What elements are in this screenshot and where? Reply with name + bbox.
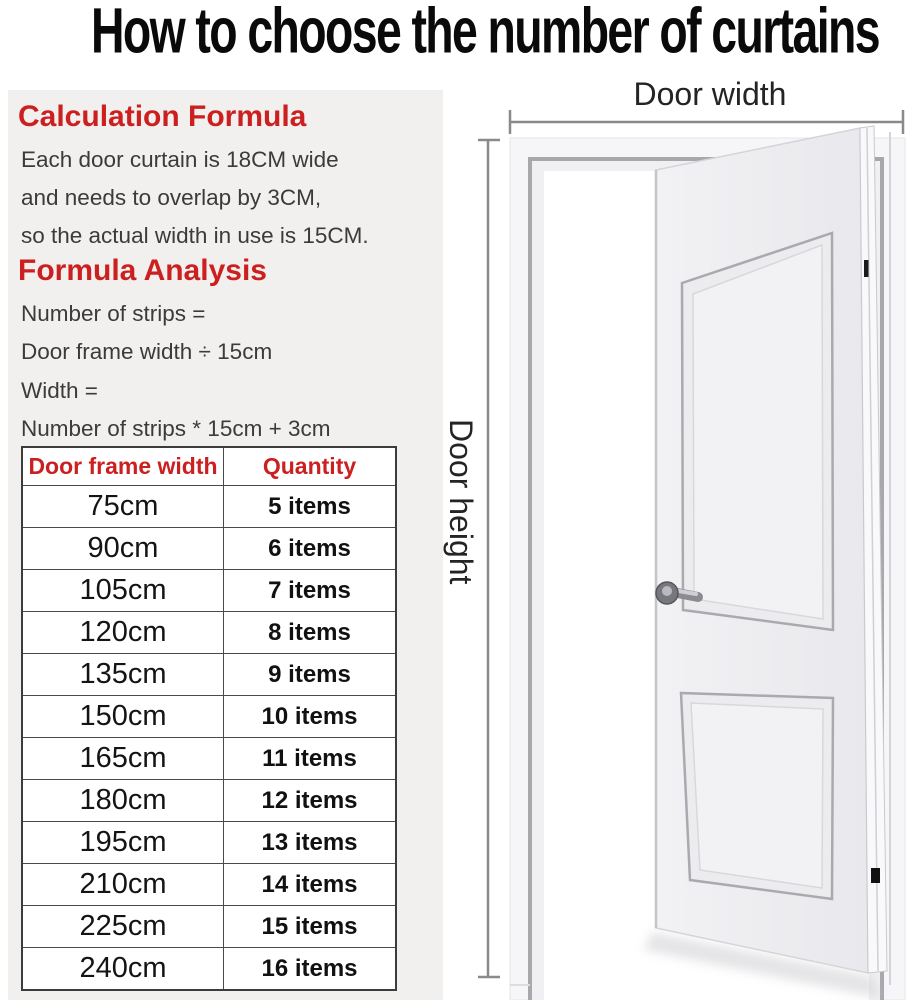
formula-line: and needs to overlap by 3CM,: [21, 185, 322, 210]
door-frame-width-cell: 195cm: [22, 822, 224, 864]
door-width-label: Door width: [633, 76, 787, 112]
quantity-cell: 14 items: [224, 864, 397, 906]
door-lock-icon: [871, 868, 880, 883]
hinge-icon: [864, 260, 869, 277]
quantity-cell: 9 items: [224, 654, 397, 696]
info-panel: [8, 90, 443, 1000]
door-upper-panel: [682, 233, 833, 630]
door-frame-width-cell: 180cm: [22, 780, 224, 822]
width-dimension-line: [510, 110, 903, 134]
formula-line: Each door curtain is 18CM wide: [21, 147, 339, 172]
quantity-cell: 10 items: [224, 696, 397, 738]
calculation-formula-heading: Calculation Formula: [18, 100, 307, 133]
door-lower-panel: [681, 693, 833, 899]
door-frame-width-cell: 75cm: [22, 486, 224, 528]
formula-analysis-heading: Formula Analysis: [18, 254, 267, 287]
table-header-row: [22, 447, 396, 486]
table-row: [22, 738, 396, 780]
table-row: [22, 780, 396, 822]
quantity-cell: 8 items: [224, 612, 397, 654]
table-row: [22, 696, 396, 738]
quantity-cell: 12 items: [224, 780, 397, 822]
door-frame-width-cell: 225cm: [22, 906, 224, 948]
table-row: [22, 570, 396, 612]
height-dimension-line: [478, 140, 500, 977]
analysis-line: Door frame width ÷ 15cm: [21, 339, 273, 364]
table-row: [22, 906, 396, 948]
door-height-label: Door height: [443, 419, 479, 585]
door-slab: [656, 126, 887, 973]
quantity-cell: 6 items: [224, 528, 397, 570]
formula-line: so the actual width in use is 15CM.: [21, 223, 369, 248]
table-row: [22, 486, 396, 528]
door-frame-width-cell: 90cm: [22, 528, 224, 570]
door-frame-width-cell: 210cm: [22, 864, 224, 906]
col-header-door-frame-width: Door frame width: [22, 447, 224, 486]
curtain-table-body: [22, 486, 396, 991]
quantity-cell: 7 items: [224, 570, 397, 612]
door-frame-width-cell: 105cm: [22, 570, 224, 612]
table-row: [22, 654, 396, 696]
table-row: [22, 822, 396, 864]
curtain-quantity-table: [21, 446, 397, 991]
door-illustration: [440, 70, 910, 1000]
quantity-cell: 11 items: [224, 738, 397, 780]
quantity-cell: 16 items: [224, 948, 397, 991]
door-diagram: [440, 70, 910, 1000]
analysis-line: Number of strips * 15cm + 3cm: [21, 416, 331, 441]
quantity-cell: 13 items: [224, 822, 397, 864]
door-frame-width-cell: 150cm: [22, 696, 224, 738]
door-frame-width-cell: 135cm: [22, 654, 224, 696]
table-row: [22, 612, 396, 654]
table-row: [22, 528, 396, 570]
quantity-cell: 15 items: [224, 906, 397, 948]
page-title: How to choose the number of curtains: [91, 0, 879, 67]
door-frame-width-cell: 240cm: [22, 948, 224, 991]
analysis-line: Number of strips =: [21, 301, 206, 326]
door-frame-width-cell: 165cm: [22, 738, 224, 780]
door-frame-width-cell: 120cm: [22, 612, 224, 654]
table-row: [22, 864, 396, 906]
quantity-cell: 5 items: [224, 486, 397, 528]
analysis-line: Width =: [21, 378, 98, 403]
table-row: [22, 948, 396, 991]
col-header-quantity: Quantity: [224, 447, 397, 486]
